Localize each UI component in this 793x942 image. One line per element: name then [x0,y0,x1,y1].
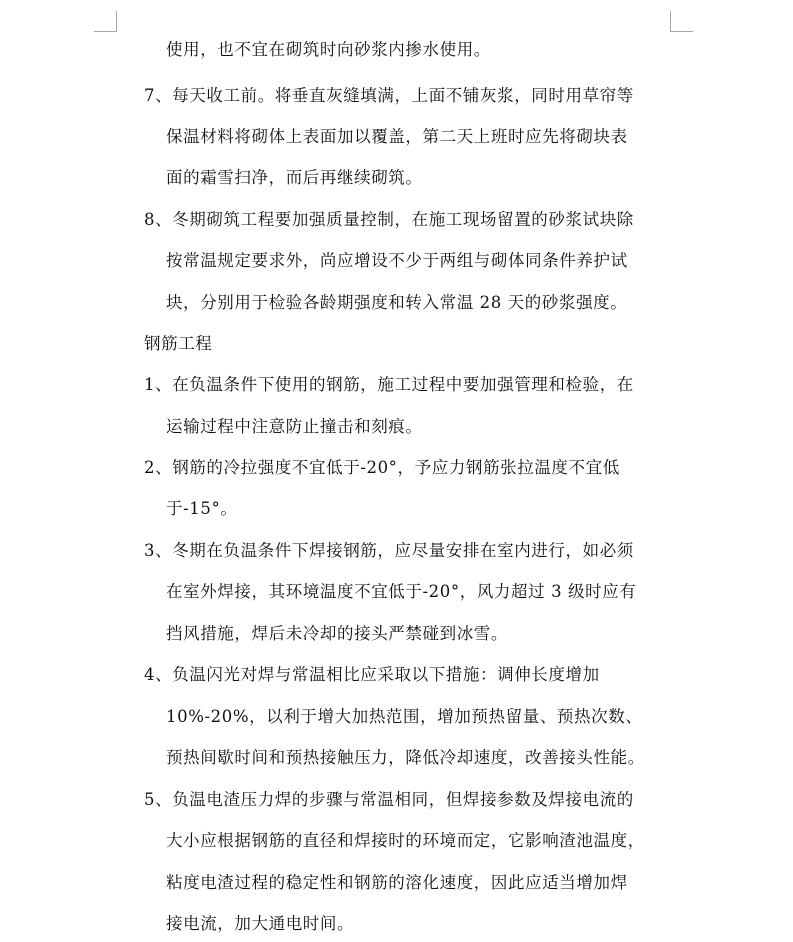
paragraph-line: 大小应根据钢筋的直径和焊接时的环境而定，它影响渣池温度， [166,831,645,850]
paragraph-line: 10%-20%，以利于增大加热范围，增加预热留量、预热次数、 [166,707,643,726]
paragraph-line: 接电流，加大通电时间。 [166,914,355,933]
paragraph-line: 挡风措施，焊后未冷却的接头严禁碰到冰雪。 [166,624,508,643]
paragraph-line: 保温材料将砌体上表面加以覆盖，第二天上班时应先将砌块表 [166,127,628,146]
section-heading: 钢筋工程 [144,334,213,353]
paragraph-line: 面的霜雪扫净，而后再继续砌筑。 [166,168,423,187]
paragraph-line: 预热间歇时间和预热接触压力，降低冷却速度，改善接头性能。 [166,748,645,767]
list-item-2: 2、钢筋的冷拉强度不宜低于-20°，予应力钢筋张拉温度不宜低 [144,458,620,477]
list-item-5: 5、负温电渣压力焊的步骤与常温相同，但焊接参数及焊接电流的 [144,790,634,809]
page-corner-mark-left [94,11,117,32]
paragraph-line: 于-15°。 [166,499,238,518]
list-item-7: 7、每天收工前。将垂直灰缝填满，上面不铺灰浆，同时用草帘等 [144,86,634,105]
paragraph-line: 块，分别用于检验各龄期强度和转入常温 28 天的砂浆强度。 [166,293,628,312]
list-item-4: 4、负温闪光对焊与常温相比应采取以下措施：调伸长度增加 [144,665,600,684]
paragraph-line: 按常温规定要求外，尚应增设不少于两组与砌体同条件养护试 [166,251,628,270]
paragraph-line: 使用，也不宜在砌筑时向砂浆内掺水使用。 [166,40,491,59]
page-corner-mark-right [670,11,693,32]
paragraph-line: 粘度电渣过程的稳定性和钢筋的溶化速度，因此应适当增加焊 [166,873,628,892]
list-item-8: 8、冬期砌筑工程要加强质量控制，在施工现场留置的砂浆试块除 [144,210,634,229]
list-item-1: 1、在负温条件下使用的钢筋，施工过程中要加强管理和检验，在 [144,375,634,394]
paragraph-line: 在室外焊接，其环境温度不宜低于-20°，风力超过 3 级时应有 [166,582,637,601]
list-item-3: 3、冬期在负温条件下焊接钢筋，应尽量安排在室内进行，如必须 [144,541,634,560]
paragraph-line: 运输过程中注意防止撞击和刻痕。 [166,417,423,436]
